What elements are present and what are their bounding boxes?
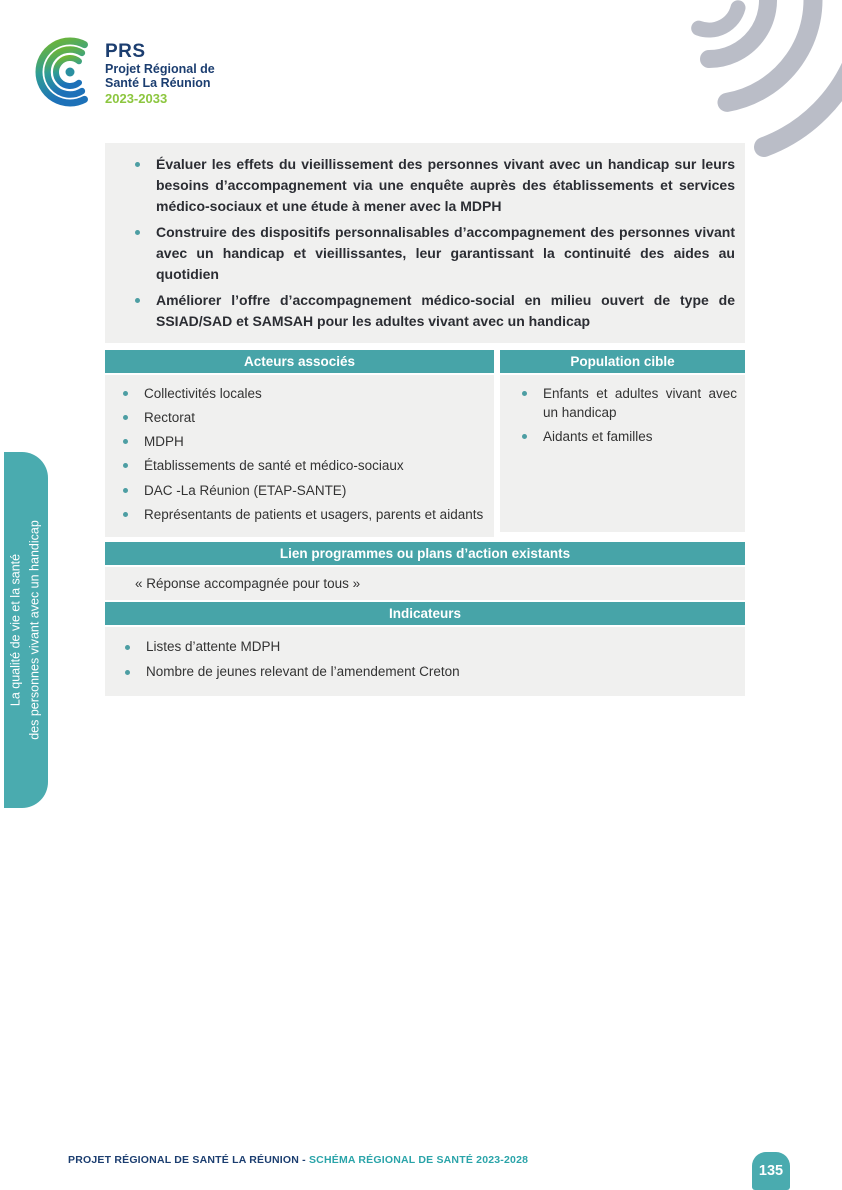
list-item-text: Évaluer les effets du vieillissement des personnes vivant avec un handicap sur leurs besoins d’accompagnement via une enquête auprès des établissements et services médico-sociaux et une étude à mener avec la MDPH <box>156 156 735 214</box>
population-header: Population cible <box>500 350 745 373</box>
bullet-icon <box>135 298 140 303</box>
bullet-icon <box>522 391 527 396</box>
bullet-icon <box>123 415 128 420</box>
list-item <box>105 384 486 403</box>
list-item-text: Établissements de santé et médico-sociaux <box>144 458 404 474</box>
list-item-text: DAC -La Réunion (ETAP-SANTE) <box>144 482 347 498</box>
indicators-list <box>105 637 735 681</box>
indicators-header-banner: Indicateurs <box>105 602 745 625</box>
bullet-icon <box>123 439 128 444</box>
footer-title <box>68 1154 528 1166</box>
bullet-icon <box>125 645 130 650</box>
actors-list <box>105 384 486 524</box>
programs-content: « Réponse accompagnée pour tous » <box>105 567 745 600</box>
bullet-icon <box>522 434 527 439</box>
list-item <box>105 432 486 451</box>
bullet-icon <box>125 670 130 675</box>
bullet-icon <box>123 512 128 517</box>
list-item <box>105 408 486 427</box>
chapter-tab-line2: des personnes vivant avec un handicap <box>28 520 42 740</box>
list-item <box>105 505 486 524</box>
logo-subtitle-line1: Projet Régional de <box>105 62 215 77</box>
list-item <box>105 456 486 475</box>
list-item <box>105 637 735 657</box>
indicators-section <box>105 627 745 696</box>
list-item <box>115 222 735 285</box>
logo-acronym: PRS <box>105 41 146 62</box>
footer-title-primary: PROJET RÉGIONAL DE SANTÉ LA RÉUNION - <box>68 1154 309 1166</box>
footer-title-secondary: SCHÉMA RÉGIONAL DE SANTÉ 2023-2028 <box>308 1154 529 1166</box>
chapter-tab-text <box>7 520 46 740</box>
list-item-text: Enfants et adultes vivant avec un handicap <box>543 386 737 421</box>
list-item-text: Rectorat <box>144 410 196 426</box>
objectives-list <box>115 154 735 332</box>
list-item-text: Construire des dispositifs personnalisables d’accompagnement des personnes vivant avec un handicap et vieillissantes, leur garantissant la continuité des aides au quotidien <box>156 224 735 282</box>
prs-logo <box>30 34 215 117</box>
bullet-icon <box>135 162 140 167</box>
logo-subtitle-line2: Santé La Réunion <box>105 76 211 91</box>
list-item <box>105 481 486 500</box>
actors-body <box>105 375 494 537</box>
list-item-text: Listes d’attente MDPH <box>146 638 281 654</box>
page-number-badge: 135 <box>752 1152 790 1190</box>
chapter-tab-line1: La qualité de vie et la santé <box>8 553 23 707</box>
population-list <box>500 384 737 446</box>
objectives-section <box>105 143 745 343</box>
programs-header-banner: Lien programmes ou plans d’action existants <box>105 542 745 565</box>
list-item-text: Collectivités locales <box>144 386 262 401</box>
list-item <box>115 154 735 217</box>
actors-column <box>105 350 494 537</box>
list-item <box>115 290 735 332</box>
population-column <box>500 350 745 537</box>
bullet-icon <box>123 463 128 468</box>
bullet-icon <box>135 230 140 235</box>
main-content <box>105 143 745 696</box>
bullet-icon <box>123 391 128 396</box>
list-item-text: Améliorer l’offre d’accompagnement médico-social en milieu ouvert de type de SSIAD/SAD et SAMSAH pour les adultes vivant avec un handicap <box>156 292 735 329</box>
bullet-icon <box>123 488 128 493</box>
list-item <box>105 662 735 682</box>
population-body <box>500 375 745 532</box>
logo-period: 2023-2033 <box>105 91 168 107</box>
actors-header: Acteurs associés <box>105 350 494 373</box>
prs-logo-text <box>105 34 215 107</box>
chapter-tab <box>4 452 48 808</box>
actors-population-table <box>105 350 745 537</box>
list-item-text: Aidants et familles <box>543 429 653 445</box>
list-item-text: Nombre de jeunes relevant de l’amendement Creton <box>146 663 460 679</box>
list-item-text: Représentants de patients et usagers, parents et aidants <box>144 506 484 522</box>
prs-logo-arcs-icon <box>30 34 96 117</box>
list-item <box>500 384 737 422</box>
list-item <box>500 427 737 446</box>
list-item-text: MDPH <box>144 434 184 450</box>
